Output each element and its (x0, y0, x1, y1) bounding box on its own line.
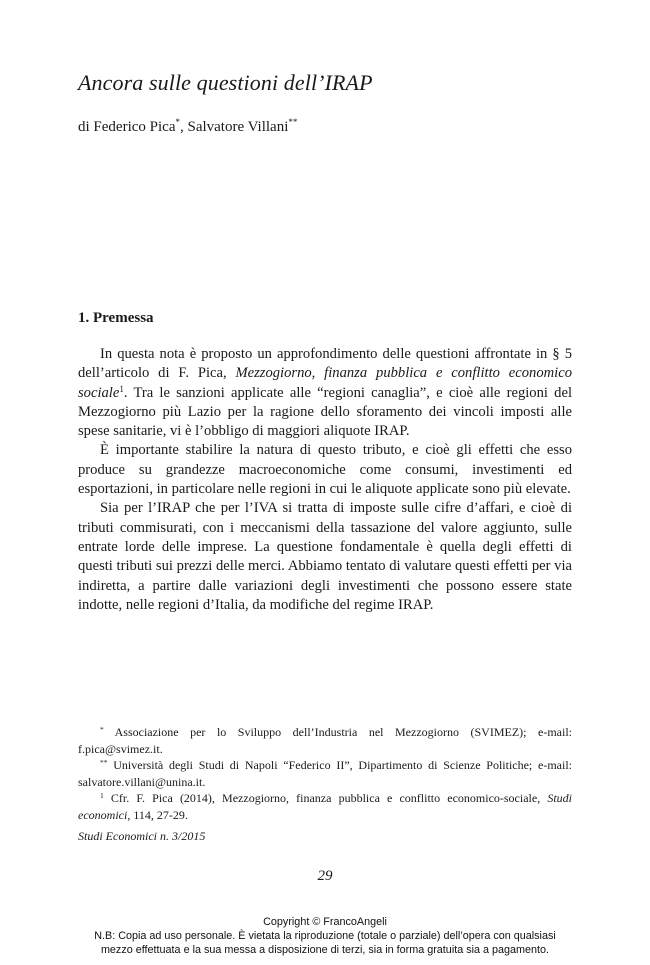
copyright-notice (0, 915, 650, 957)
journal-issue: Studi Economici n. 3/2015 (78, 829, 206, 843)
article-authors (78, 119, 297, 136)
paragraph: È importante stabilire la natura di questo tributo, e cioè gli effetti che esso produce su grandezze macroeconomiche come consumi, investimenti ed esportazioni, in particolare nelle regioni in cui le aliquote applicate sono più elevate. (78, 442, 572, 498)
footnote-marker: ** (288, 117, 298, 127)
article-title: Ancora sulle questioni dell’IRAP (78, 70, 373, 95)
author-name: Federico Pica (93, 119, 176, 135)
paragraph-text: . Tra le sanzioni applicate alle “regioni canaglia”, e cioè alle regioni del Mezzogiorno più Lazio per la ragione dello sforamento dei vincoli imposti alle spese sanitarie, vi è l’obbligo di maggiori aliquote IRAP. (78, 384, 572, 440)
footnote-marker: 1 (100, 791, 104, 800)
footnote-text: , 114, 27-29. (127, 807, 188, 822)
cited-title: Mezzogiorno, finanza pubblica e conflitto economico sociale (78, 365, 572, 401)
body-text (78, 345, 572, 615)
footnote-marker: * (175, 117, 180, 127)
section-heading: 1. Premessa (78, 310, 154, 326)
footnote-marker: * (100, 725, 104, 734)
page-number: 29 (317, 868, 333, 884)
footnote (78, 724, 572, 757)
footnote-text: Università degli Studi di Napoli “Federico II”, Dipartimento di Scienze Politiche; e-mail: salvatore.villani@unina.it. (78, 758, 572, 789)
paragraph: Sia per l’IRAP che per l’IVA si tratta di imposte sulle cifre d’affari, e cioè di tributi commisurati, con i meccanismi della tassazione del valore aggiunto, sulle entrate lorde delle imprese. La questione fondamentale è quella degli effetti di questi tributi sui prezzi delle merci. Abbiamo tentato di valutare questi effetti per via indiretta, a partire dalle variazioni degli investimenti che possono essere state indotte, nelle regioni d’Italia, da modifiche del regime IRAP. (78, 500, 572, 613)
footnote (78, 790, 572, 823)
footnote (78, 757, 572, 790)
author-separator: , (179, 119, 188, 135)
authors-prefix: di (78, 119, 94, 135)
paragraph-text: In questa nota è proposto un approfondimento delle questioni affrontate in § 5 dell’articolo di F. Pica, (78, 346, 572, 382)
footnote-text: Cfr. F. Pica (2014), Mezzogiorno, finanza pubblica e conflitto economico-sociale, (103, 791, 548, 805)
footnote-text: Associazione per lo Sviluppo dell’Industria nel Mezzogiorno (SVIMEZ); e-mail: f.pica@svimez.it. (78, 725, 572, 756)
copyright-line: mezzo effettuata e la sua messa a disposizione di terzi, sia in forma gratuita sia a pagamento. (100, 944, 550, 956)
footnote-marker: ** (100, 758, 108, 767)
paragraph (78, 345, 572, 441)
footnote-reference: 1 (119, 383, 124, 394)
copyright-line: Copyright © FrancoAngeli (263, 916, 387, 928)
journal-name: Studi economici (78, 791, 572, 822)
footnotes (78, 724, 572, 823)
author-name: Salvatore Villani (187, 119, 289, 135)
copyright-line: N.B: Copia ad uso personale. È vietata la riproduzione (totale o parziale) dell’opera con qualsiasi (94, 930, 556, 942)
